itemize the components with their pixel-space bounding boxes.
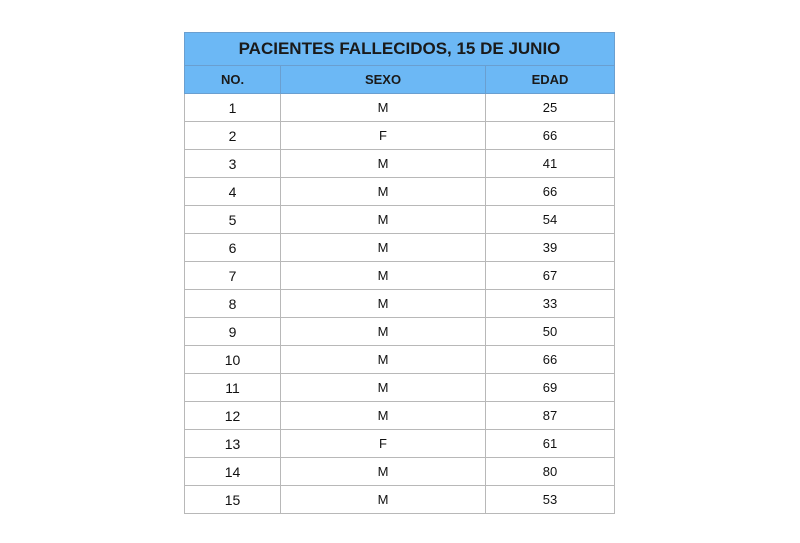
cell-sex: M — [281, 402, 486, 430]
cell-number: 12 — [185, 402, 281, 430]
cell-age: 66 — [486, 346, 615, 374]
cell-age: 87 — [486, 402, 615, 430]
cell-age: 61 — [486, 430, 615, 458]
cell-sex: M — [281, 178, 486, 206]
cell-age: 33 — [486, 290, 615, 318]
cell-sex: M — [281, 94, 486, 122]
cell-age: 67 — [486, 262, 615, 290]
cell-age: 25 — [486, 94, 615, 122]
cell-sex: M — [281, 374, 486, 402]
table-title-row — [185, 33, 615, 66]
cell-number: 11 — [185, 374, 281, 402]
table-row — [185, 486, 615, 514]
cell-age: 50 — [486, 318, 615, 346]
cell-number: 5 — [185, 206, 281, 234]
cell-age: 69 — [486, 374, 615, 402]
table-row — [185, 234, 615, 262]
cell-sex: M — [281, 318, 486, 346]
table-row — [185, 150, 615, 178]
cell-number: 13 — [185, 430, 281, 458]
table-header-row — [185, 66, 615, 94]
cell-sex: M — [281, 290, 486, 318]
cell-sex: M — [281, 150, 486, 178]
cell-age: 41 — [486, 150, 615, 178]
cell-number: 3 — [185, 150, 281, 178]
cell-sex: M — [281, 486, 486, 514]
cell-number: 10 — [185, 346, 281, 374]
cell-number: 1 — [185, 94, 281, 122]
cell-number: 14 — [185, 458, 281, 486]
table-row — [185, 206, 615, 234]
table-row — [185, 458, 615, 486]
cell-age: 54 — [486, 206, 615, 234]
cell-number: 9 — [185, 318, 281, 346]
cell-number: 2 — [185, 122, 281, 150]
column-header-number: NO. — [185, 66, 281, 94]
column-header-age: EDAD — [486, 66, 615, 94]
cell-number: 15 — [185, 486, 281, 514]
table-title: PACIENTES FALLECIDOS, 15 DE JUNIO — [185, 33, 615, 66]
deceased-patients-table — [184, 32, 615, 514]
table-body — [185, 94, 615, 514]
cell-sex: M — [281, 458, 486, 486]
table-row — [185, 94, 615, 122]
cell-sex: M — [281, 234, 486, 262]
deceased-patients-table-container — [184, 32, 614, 514]
cell-sex: F — [281, 122, 486, 150]
cell-number: 8 — [185, 290, 281, 318]
table-row — [185, 346, 615, 374]
table-row — [185, 122, 615, 150]
table-row — [185, 262, 615, 290]
table-row — [185, 374, 615, 402]
cell-age: 39 — [486, 234, 615, 262]
cell-age: 66 — [486, 122, 615, 150]
table-row — [185, 178, 615, 206]
table-row — [185, 402, 615, 430]
table-row — [185, 318, 615, 346]
cell-age: 80 — [486, 458, 615, 486]
cell-number: 7 — [185, 262, 281, 290]
cell-age: 53 — [486, 486, 615, 514]
cell-sex: F — [281, 430, 486, 458]
cell-number: 4 — [185, 178, 281, 206]
table-row — [185, 290, 615, 318]
cell-sex: M — [281, 206, 486, 234]
cell-number: 6 — [185, 234, 281, 262]
column-header-sex: SEXO — [281, 66, 486, 94]
cell-age: 66 — [486, 178, 615, 206]
cell-sex: M — [281, 346, 486, 374]
cell-sex: M — [281, 262, 486, 290]
table-row — [185, 430, 615, 458]
